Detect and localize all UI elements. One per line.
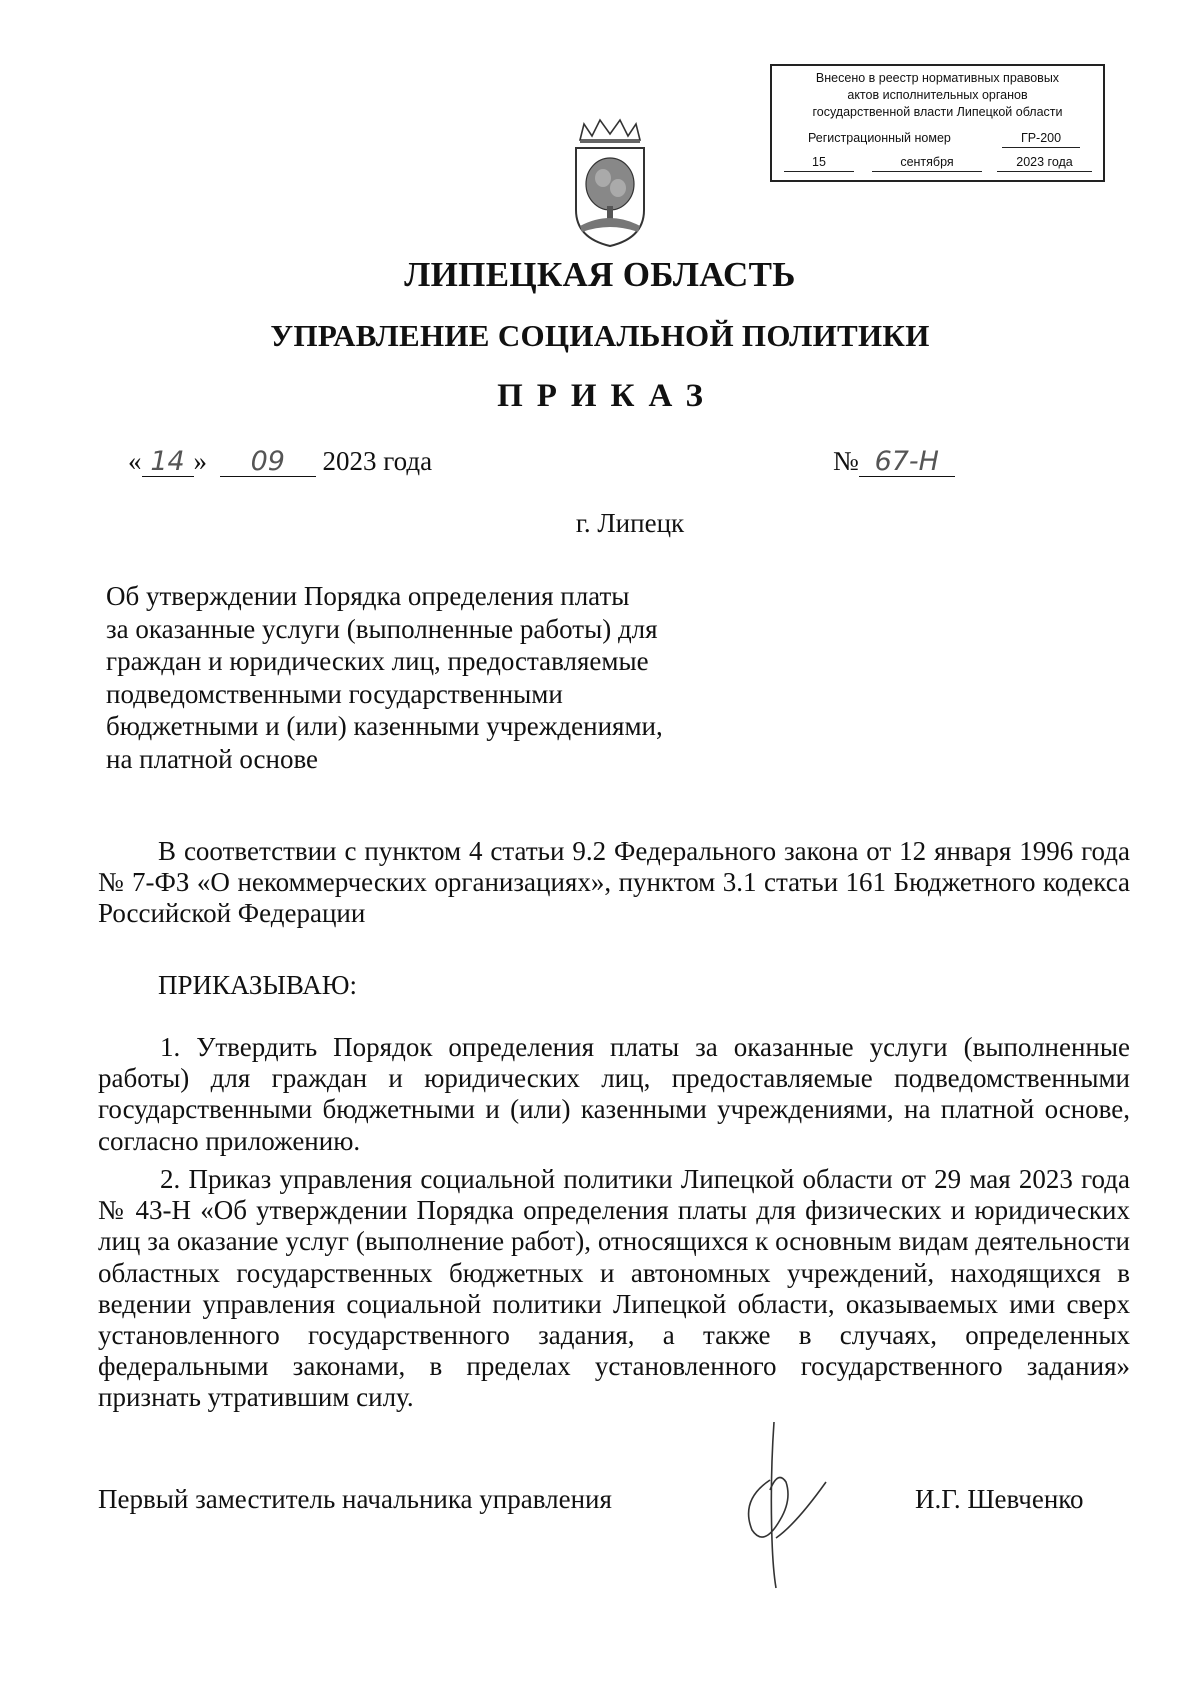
stamp-line-1: Внесено в реестр нормативных правовых <box>815 71 1060 85</box>
signatory-name: И.Г. Шевченко <box>915 1484 1084 1514</box>
item-1: 1. Утвердить Порядок определения платы за оказанные услуги (выполненные работы) для граждан и юридических лиц, предоставляемые подведомственными государственными бюджетными и (или) казенными учреждениями, на платной основе, согласно приложению. <box>98 1032 1130 1156</box>
subject-line: Об утверждении Порядка определения платы <box>106 581 630 611</box>
stamp-reg-number: ГР-200 <box>1002 130 1080 148</box>
date-month: 09 <box>220 448 316 477</box>
subject-line: граждан и юридических лиц, предоставляемые <box>106 646 649 676</box>
subject-line: на платной основе <box>106 743 319 774</box>
order-subject <box>106 580 726 775</box>
stamp-reg-label: Регистрационный номер <box>808 131 951 145</box>
city: г. Липецк <box>575 508 685 538</box>
coat-of-arms-icon <box>570 118 650 248</box>
stamp-line-2: актов исполнительных органов <box>847 88 1028 102</box>
date-close-quote: » <box>193 446 207 476</box>
order-number <box>833 446 955 477</box>
department-title: УПРАВЛЕНИЕ СОЦИАЛЬНОЙ ПОЛИТИКИ <box>270 318 930 353</box>
subject-line: за оказанные услуги (выполненные работы) для <box>106 613 658 644</box>
item-2: 2. Приказ управления социальной политики Липецкой области от 29 мая 2023 года № 43-Н «Об утверждении Порядка определения платы для физических и юридических лиц за оказание услуг (выполнение работ), относящихся к основным видам деятельности областных государственных бюджетных и автономных учреждений, находящихся в ведении управления социальной политики Липецкой области, оказываемых ими сверх установленного государственного задания, а также в случаях, определенных федеральными законами, в пределах установленного государственного задания» признать утратившим силу. <box>98 1164 1130 1413</box>
number-prefix: № <box>833 446 859 476</box>
date-day: 14 <box>142 448 194 477</box>
stamp-line-3: государственной власти Липецкой области <box>812 105 1063 119</box>
registry-stamp <box>770 64 1105 182</box>
subject-line: бюджетными и (или) казенными учреждениями, <box>106 711 663 741</box>
date-year: 2023 года <box>322 446 433 476</box>
region-title: ЛИПЕЦКАЯ ОБЛАСТЬ <box>404 255 796 294</box>
signatory-title: Первый заместитель начальника управления <box>98 1484 612 1514</box>
date-open-quote: « <box>128 446 142 476</box>
decree-word: ПРИКАЗЫВАЮ: <box>158 970 357 1000</box>
document-type: ПРИКАЗ <box>497 378 717 414</box>
stamp-year: 2023 года <box>997 154 1092 172</box>
stamp-month: сентября <box>872 154 982 172</box>
stamp-day: 15 <box>784 154 854 172</box>
order-date <box>128 446 432 477</box>
subject-line: подведомственными государственными <box>106 678 563 709</box>
signature-icon <box>730 1420 830 1590</box>
number-value: 67-Н <box>859 448 955 477</box>
preamble: В соответствии с пунктом 4 статьи 9.2 Федерального закона от 12 января 1996 года № 7-ФЗ «О некоммерческих организациях», пунктом 3.1 статьи 161 Бюджетного кодекса Российской Федерации <box>98 836 1130 929</box>
